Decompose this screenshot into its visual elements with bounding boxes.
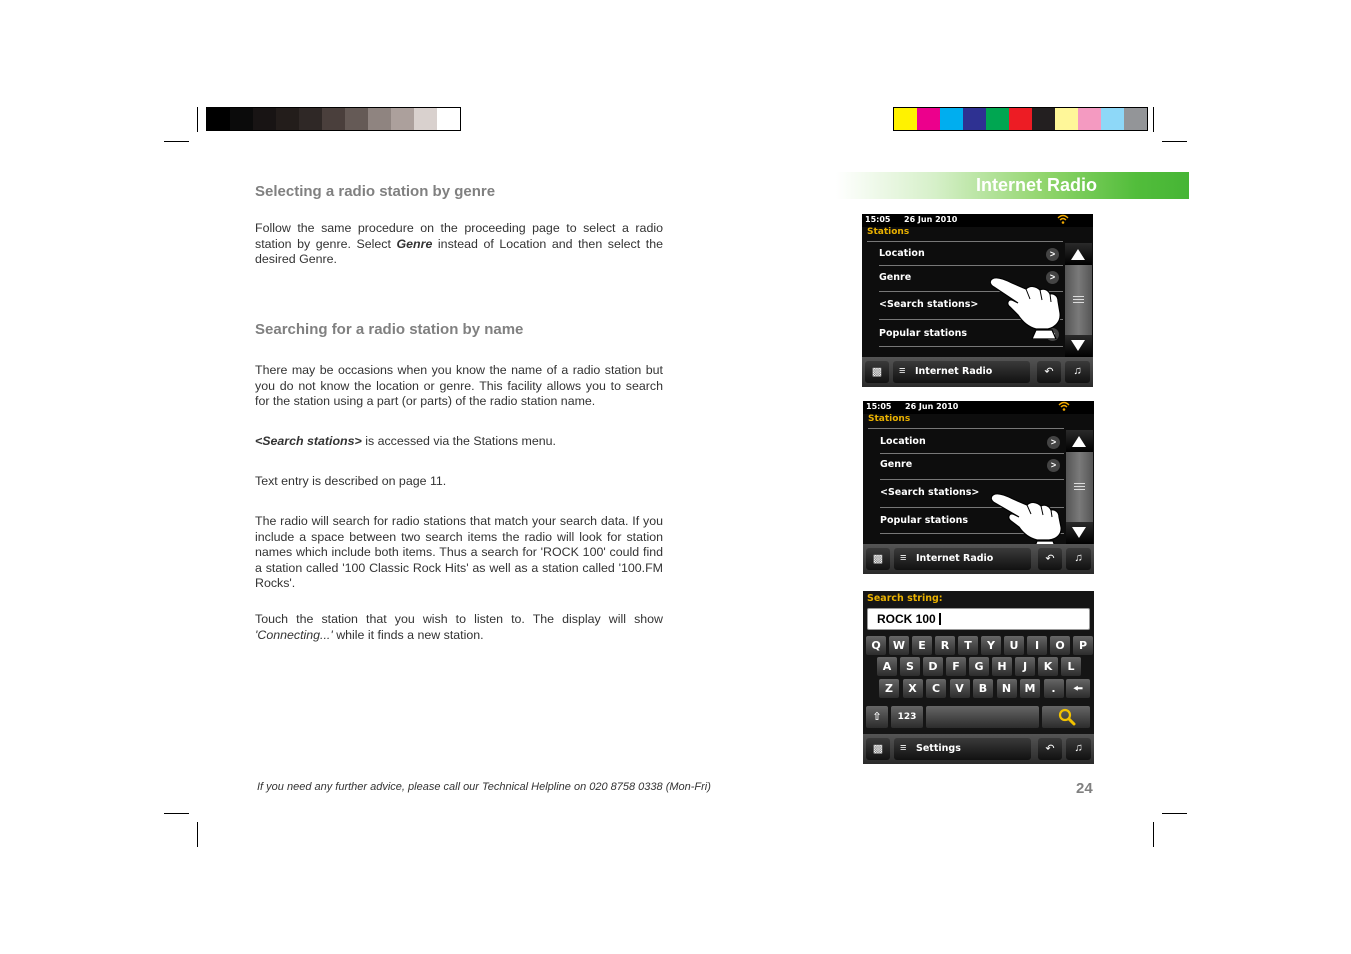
gray-swatch <box>368 108 391 130</box>
key-o[interactable]: O <box>1050 636 1070 655</box>
color-swatch <box>1055 108 1078 130</box>
volume-icon: ♫ <box>1074 742 1083 754</box>
page-number: 24 <box>1076 780 1093 797</box>
key-q[interactable]: Q <box>866 636 886 655</box>
crop-mark <box>1162 813 1187 814</box>
hand-pointer-icon <box>991 489 1071 549</box>
home-icon: ▩ <box>872 553 884 565</box>
crop-mark <box>197 822 198 847</box>
status-bar <box>862 214 1093 227</box>
color-swatch <box>1009 108 1032 130</box>
section-title: Internet Radio <box>975 175 1097 195</box>
status-bar <box>863 401 1094 414</box>
backspace-key[interactable] <box>1066 679 1090 698</box>
mode-label: Internet Radio <box>915 366 993 377</box>
wifi-icon <box>1057 214 1069 228</box>
back-button[interactable] <box>1038 548 1062 570</box>
gray-swatch <box>322 108 345 130</box>
key-period[interactable]: . <box>1044 679 1064 698</box>
home-icon: ▩ <box>871 366 883 378</box>
gray-swatch <box>253 108 276 130</box>
gray-swatch <box>437 108 460 130</box>
gray-swatch <box>230 108 253 130</box>
color-swatch <box>1124 108 1147 130</box>
menu-item-popular-stations[interactable]: Popular stations <box>879 328 968 339</box>
key-b[interactable]: B <box>973 679 993 698</box>
key-c[interactable]: C <box>926 679 946 698</box>
home-button[interactable] <box>866 548 890 570</box>
emphasis-connecting: 'Connecting...' <box>255 627 333 642</box>
crop-mark <box>1153 107 1154 132</box>
stations-title: Stations <box>868 414 911 424</box>
gray-swatch <box>299 108 322 130</box>
gray-swatch <box>391 108 414 130</box>
crop-mark <box>1153 822 1154 847</box>
search-icon <box>1058 708 1076 726</box>
menu-item-search-stations[interactable]: <Search stations> <box>879 299 979 310</box>
date: 26 Jun 2010 <box>904 215 958 224</box>
divider <box>868 428 1064 429</box>
stations-screen-2 <box>863 401 1094 574</box>
home-icon: ▩ <box>872 743 884 755</box>
settings-label: Settings <box>916 743 961 754</box>
volume-icon: ♫ <box>1073 365 1082 377</box>
arrow-down-icon <box>1071 340 1085 351</box>
clock: 15:05 <box>865 215 891 224</box>
key-g[interactable]: G <box>969 657 989 676</box>
text: instead of Location and then select the desired Genre. <box>255 236 663 266</box>
key-p[interactable]: P <box>1073 636 1093 655</box>
search-keyboard-screen <box>863 591 1094 764</box>
mode-button[interactable] <box>894 548 1031 570</box>
key-z[interactable]: Z <box>879 679 899 698</box>
color-swatch <box>894 108 917 130</box>
divider <box>879 265 1063 266</box>
shift-key[interactable] <box>866 706 888 728</box>
chevron-right-icon: > <box>1047 459 1060 472</box>
scroll-grip <box>1074 483 1085 484</box>
divider <box>867 241 1063 242</box>
color-swatch <box>1101 108 1124 130</box>
volume-button[interactable] <box>1066 738 1091 760</box>
menu-item-location[interactable]: Location <box>880 436 926 447</box>
menu-item-search-stations[interactable]: <Search stations> <box>880 487 980 498</box>
home-button[interactable] <box>865 361 889 383</box>
key-h[interactable]: H <box>992 657 1012 676</box>
stations-screen-1 <box>862 214 1093 387</box>
grayscale-bar <box>206 107 461 131</box>
key-d[interactable]: D <box>923 657 943 676</box>
menu-item-genre[interactable]: Genre <box>880 459 913 470</box>
search-string-label: Search string: <box>867 593 943 604</box>
back-icon: ↶ <box>1045 553 1055 565</box>
stations-title: Stations <box>867 227 910 237</box>
chevron-right-icon: > <box>1046 271 1059 284</box>
text-caret <box>939 613 941 625</box>
key-w[interactable]: W <box>889 636 909 655</box>
key-r[interactable]: R <box>935 636 955 655</box>
process-color-bar <box>893 107 1148 131</box>
paragraph-genre <box>255 221 663 268</box>
gray-swatch <box>345 108 368 130</box>
key-j[interactable]: J <box>1015 657 1035 676</box>
color-swatch <box>1032 108 1055 130</box>
backspace-icon: 🠘 <box>1073 682 1083 695</box>
chevron-right-icon: > <box>1047 436 1060 449</box>
key-m[interactable]: M <box>1020 679 1040 698</box>
color-swatch <box>986 108 1009 130</box>
text: Touch the station that you wish to listen to. The display will show <box>255 612 663 626</box>
paragraph-search-stations <box>255 434 663 450</box>
helpline-note: If you need any further advice, please call our Technical Helpline on 020 8758 0338 (Mon-Fri) <box>257 781 711 793</box>
menu-icon: ≡ <box>899 365 906 377</box>
back-icon: ↶ <box>1044 366 1054 378</box>
paragraph-search-data: The radio will search for radio stations that match your search data. If you include a space between two search items the radio will look for station names which include both items. Thus a search for 'ROCK 100' could find a station called '100 Classic Rock Hits' as well as a station called '100.FM Rocks'. <box>255 514 663 590</box>
home-button[interactable] <box>866 738 890 760</box>
menu-item-location[interactable]: Location <box>879 248 925 259</box>
search-text: ROCK 100 <box>877 612 936 626</box>
arrow-down-icon <box>1072 527 1086 538</box>
back-button[interactable] <box>1038 738 1062 760</box>
search-input[interactable] <box>867 608 1090 630</box>
wifi-icon <box>1058 401 1070 415</box>
key-k[interactable]: K <box>1038 657 1058 676</box>
menu-item-genre[interactable]: Genre <box>879 272 912 283</box>
paragraph-text-entry: Text entry is described on page 11. <box>255 474 447 488</box>
shift-icon: ⇧ <box>872 710 882 723</box>
settings-button[interactable] <box>894 738 1031 760</box>
key-n[interactable]: N <box>997 679 1017 698</box>
color-swatch <box>963 108 986 130</box>
mode-label: Internet Radio <box>916 553 994 564</box>
key-y[interactable]: Y <box>981 636 1001 655</box>
paragraph-touch-station <box>255 612 663 643</box>
numeric-key[interactable]: 123 <box>891 706 923 728</box>
scroll-grip <box>1073 302 1084 303</box>
emphasis-search-stations: <Search stations> <box>255 434 362 448</box>
date: 26 Jun 2010 <box>905 402 959 411</box>
key-v[interactable]: V <box>950 679 970 698</box>
heading-search: Searching for a radio station by name <box>255 321 524 338</box>
divider <box>880 453 1064 454</box>
text: is accessed via the Stations menu. <box>361 434 556 448</box>
crop-mark <box>164 141 189 142</box>
scroll-up-button[interactable] <box>1066 430 1093 452</box>
gray-swatch <box>414 108 437 130</box>
arrow-up-icon <box>1071 249 1085 260</box>
crop-mark <box>164 813 189 814</box>
menu-icon: ≡ <box>900 552 907 564</box>
key-a[interactable]: A <box>877 657 897 676</box>
divider <box>880 479 1064 480</box>
color-swatch <box>1078 108 1101 130</box>
volume-button[interactable] <box>1066 548 1091 570</box>
key-u[interactable]: U <box>1004 636 1024 655</box>
gray-swatch <box>276 108 299 130</box>
bottom-bar <box>863 734 1094 764</box>
key-s[interactable]: S <box>900 657 920 676</box>
color-swatch <box>940 108 963 130</box>
key-f[interactable]: F <box>946 657 966 676</box>
divider <box>879 346 1063 347</box>
scroll-grip <box>1074 486 1085 487</box>
heading-genre: Selecting a radio station by genre <box>255 183 496 200</box>
space-key[interactable] <box>926 706 1039 728</box>
back-icon: ↶ <box>1045 743 1055 755</box>
chevron-right-icon: > <box>1046 248 1059 261</box>
key-x[interactable]: X <box>903 679 923 698</box>
hand-pointer-icon <box>990 273 1070 339</box>
volume-button[interactable] <box>1065 361 1090 383</box>
search-value <box>877 612 941 626</box>
search-key[interactable] <box>1042 706 1090 728</box>
section-header <box>836 172 1189 199</box>
color-swatch <box>917 108 940 130</box>
clock: 15:05 <box>866 402 892 411</box>
bottom-bar <box>863 544 1094 574</box>
key-t[interactable]: T <box>958 636 978 655</box>
key-e[interactable]: E <box>912 636 932 655</box>
mode-button[interactable] <box>893 361 1030 383</box>
crop-mark <box>197 107 198 132</box>
volume-icon: ♫ <box>1074 552 1083 564</box>
paragraph-occasions: There may be occasions when you know the name of a radio station but you do not know the location or genre. This facility allows you to search for the station using a part (or parts) of the radio station name. <box>255 363 663 408</box>
menu-icon: ≡ <box>900 742 907 754</box>
scroll-grip <box>1073 296 1084 297</box>
text: while it finds a new station. <box>332 627 484 642</box>
crop-mark <box>1162 141 1187 142</box>
scroll-grip <box>1073 299 1084 300</box>
menu-item-popular-stations[interactable]: Popular stations <box>880 515 969 526</box>
bottom-bar <box>862 357 1093 387</box>
scroll-grip <box>1074 489 1085 490</box>
arrow-up-icon <box>1072 436 1086 447</box>
key-l[interactable]: L <box>1061 657 1081 676</box>
gray-swatch <box>207 108 230 130</box>
text: Follow the same procedure on the proceeding page to select a radio station by genre. Select <box>255 221 663 251</box>
back-button[interactable] <box>1037 361 1061 383</box>
scroll-up-button[interactable] <box>1065 243 1092 265</box>
key-i[interactable]: I <box>1027 636 1047 655</box>
emphasis-genre: Genre <box>396 236 433 251</box>
